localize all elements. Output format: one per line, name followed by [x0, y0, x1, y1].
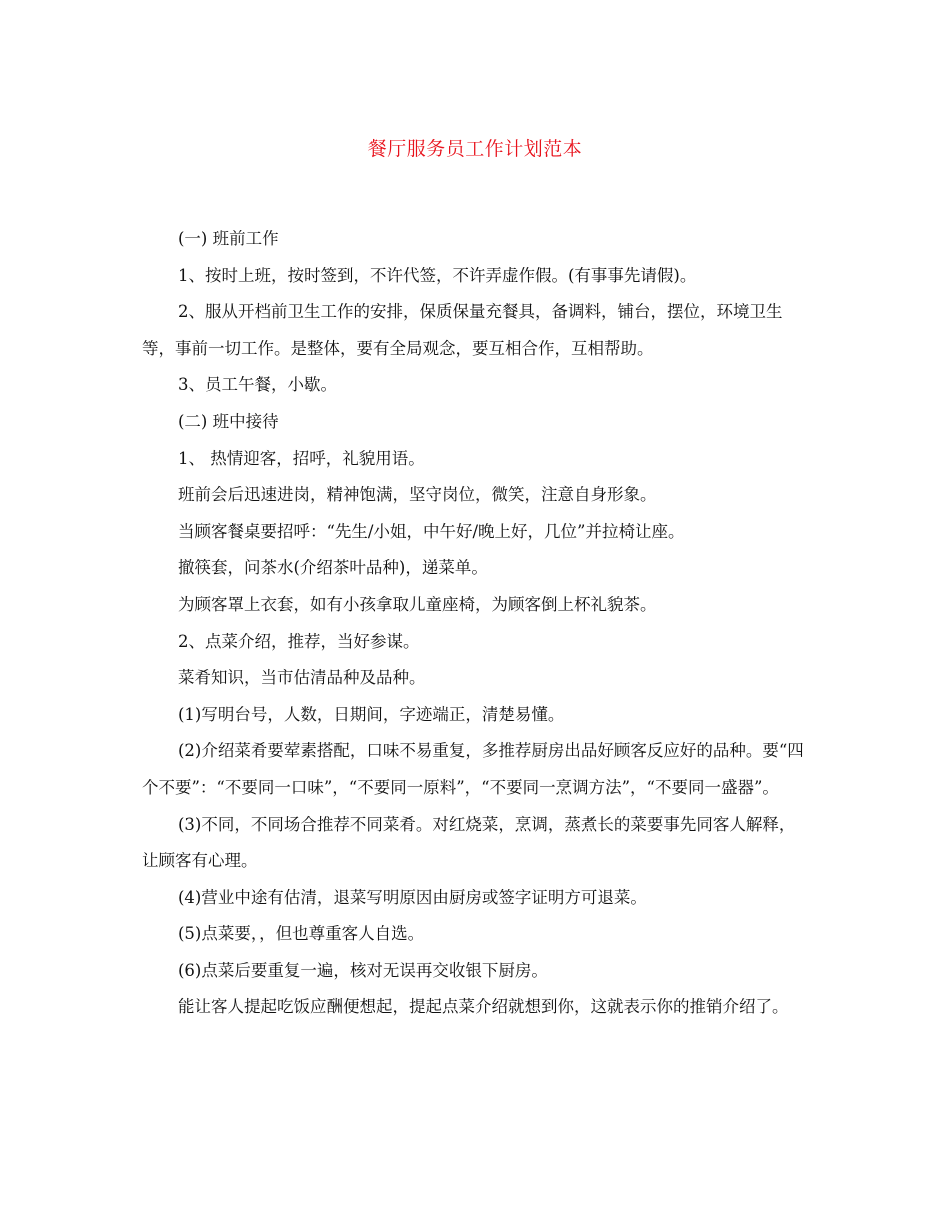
paragraph: 1、 热情迎客，招呼，礼貌用语。 — [178, 448, 425, 468]
paragraph: (5)点菜要，，但也尊重客人自选。 — [178, 924, 425, 944]
paragraph: 2、服从开档前卫生工作的安排，保质保量充餐具，备调料，铺台，摆位，环境卫生等，事前一切工作。是整体，要有全局观念，要互相合作，互相帮助。 — [142, 302, 783, 358]
paragraph: (1)写明台号，人数，日期间，字迹端正，清楚易懂。 — [178, 704, 565, 724]
paragraph: 1、按时上班，按时签到，不许代签，不许弄虚作假。(有事事先请假)。 — [178, 265, 697, 285]
paragraph: (3)不同，不同场合推荐不同菜肴。对红烧菜，烹调，蒸煮长的菜要事先同客人解释，让顾客有心理。 — [142, 814, 796, 871]
paragraph: (6)点菜后要重复一遍，核对无误再交收银下厨房。 — [178, 960, 548, 980]
paragraph: (4)营业中途有估清，退菜写明原因由厨房或签字证明方可退菜。 — [178, 887, 647, 907]
paragraph: 3、员工午餐，小歇。 — [178, 375, 337, 395]
paragraph: 班前会后迅速进岗，精神饱满，坚守岗位，微笑，注意自身形象。 — [178, 485, 657, 505]
paragraph: 能让客人提起吃饭应酬便想起，提起点菜介绍就想到你，这就表示你的推销介绍了。 — [178, 997, 789, 1017]
document-body — [142, 221, 806, 1026]
paragraph: 为顾客罩上衣套，如有小孩拿取儿童座椅，为顾客倒上杯礼貌茶。 — [178, 594, 657, 614]
paragraph: 菜肴知识，当市估清品种及品种。 — [178, 668, 426, 688]
paragraph-section-1-heading: (一) 班前工作 — [178, 229, 279, 248]
paragraph: 当顾客餐桌要招呼：“先生/小姐，中午好/晚上好，几位”并拉椅让座。 — [178, 521, 685, 541]
document-title: 餐厅服务员工作计划范本 — [367, 138, 583, 160]
paragraph: (2)介绍菜肴要荤素搭配，口味不易重复，多推荐厨房出品好顾客反应好的品种。要“四个不要”：“不要同一口味”，“不要同一原料”，“不要同一烹调方法”，“不要同一盛器”。 — [142, 741, 804, 797]
paragraph: 2、点菜介绍，推荐，当好参谋。 — [178, 631, 420, 651]
paragraph-section-2-heading: (二) 班中接待 — [178, 411, 279, 431]
paragraph: 撤筷套，问茶水(介绍茶叶品种)，递菜单。 — [178, 558, 488, 578]
